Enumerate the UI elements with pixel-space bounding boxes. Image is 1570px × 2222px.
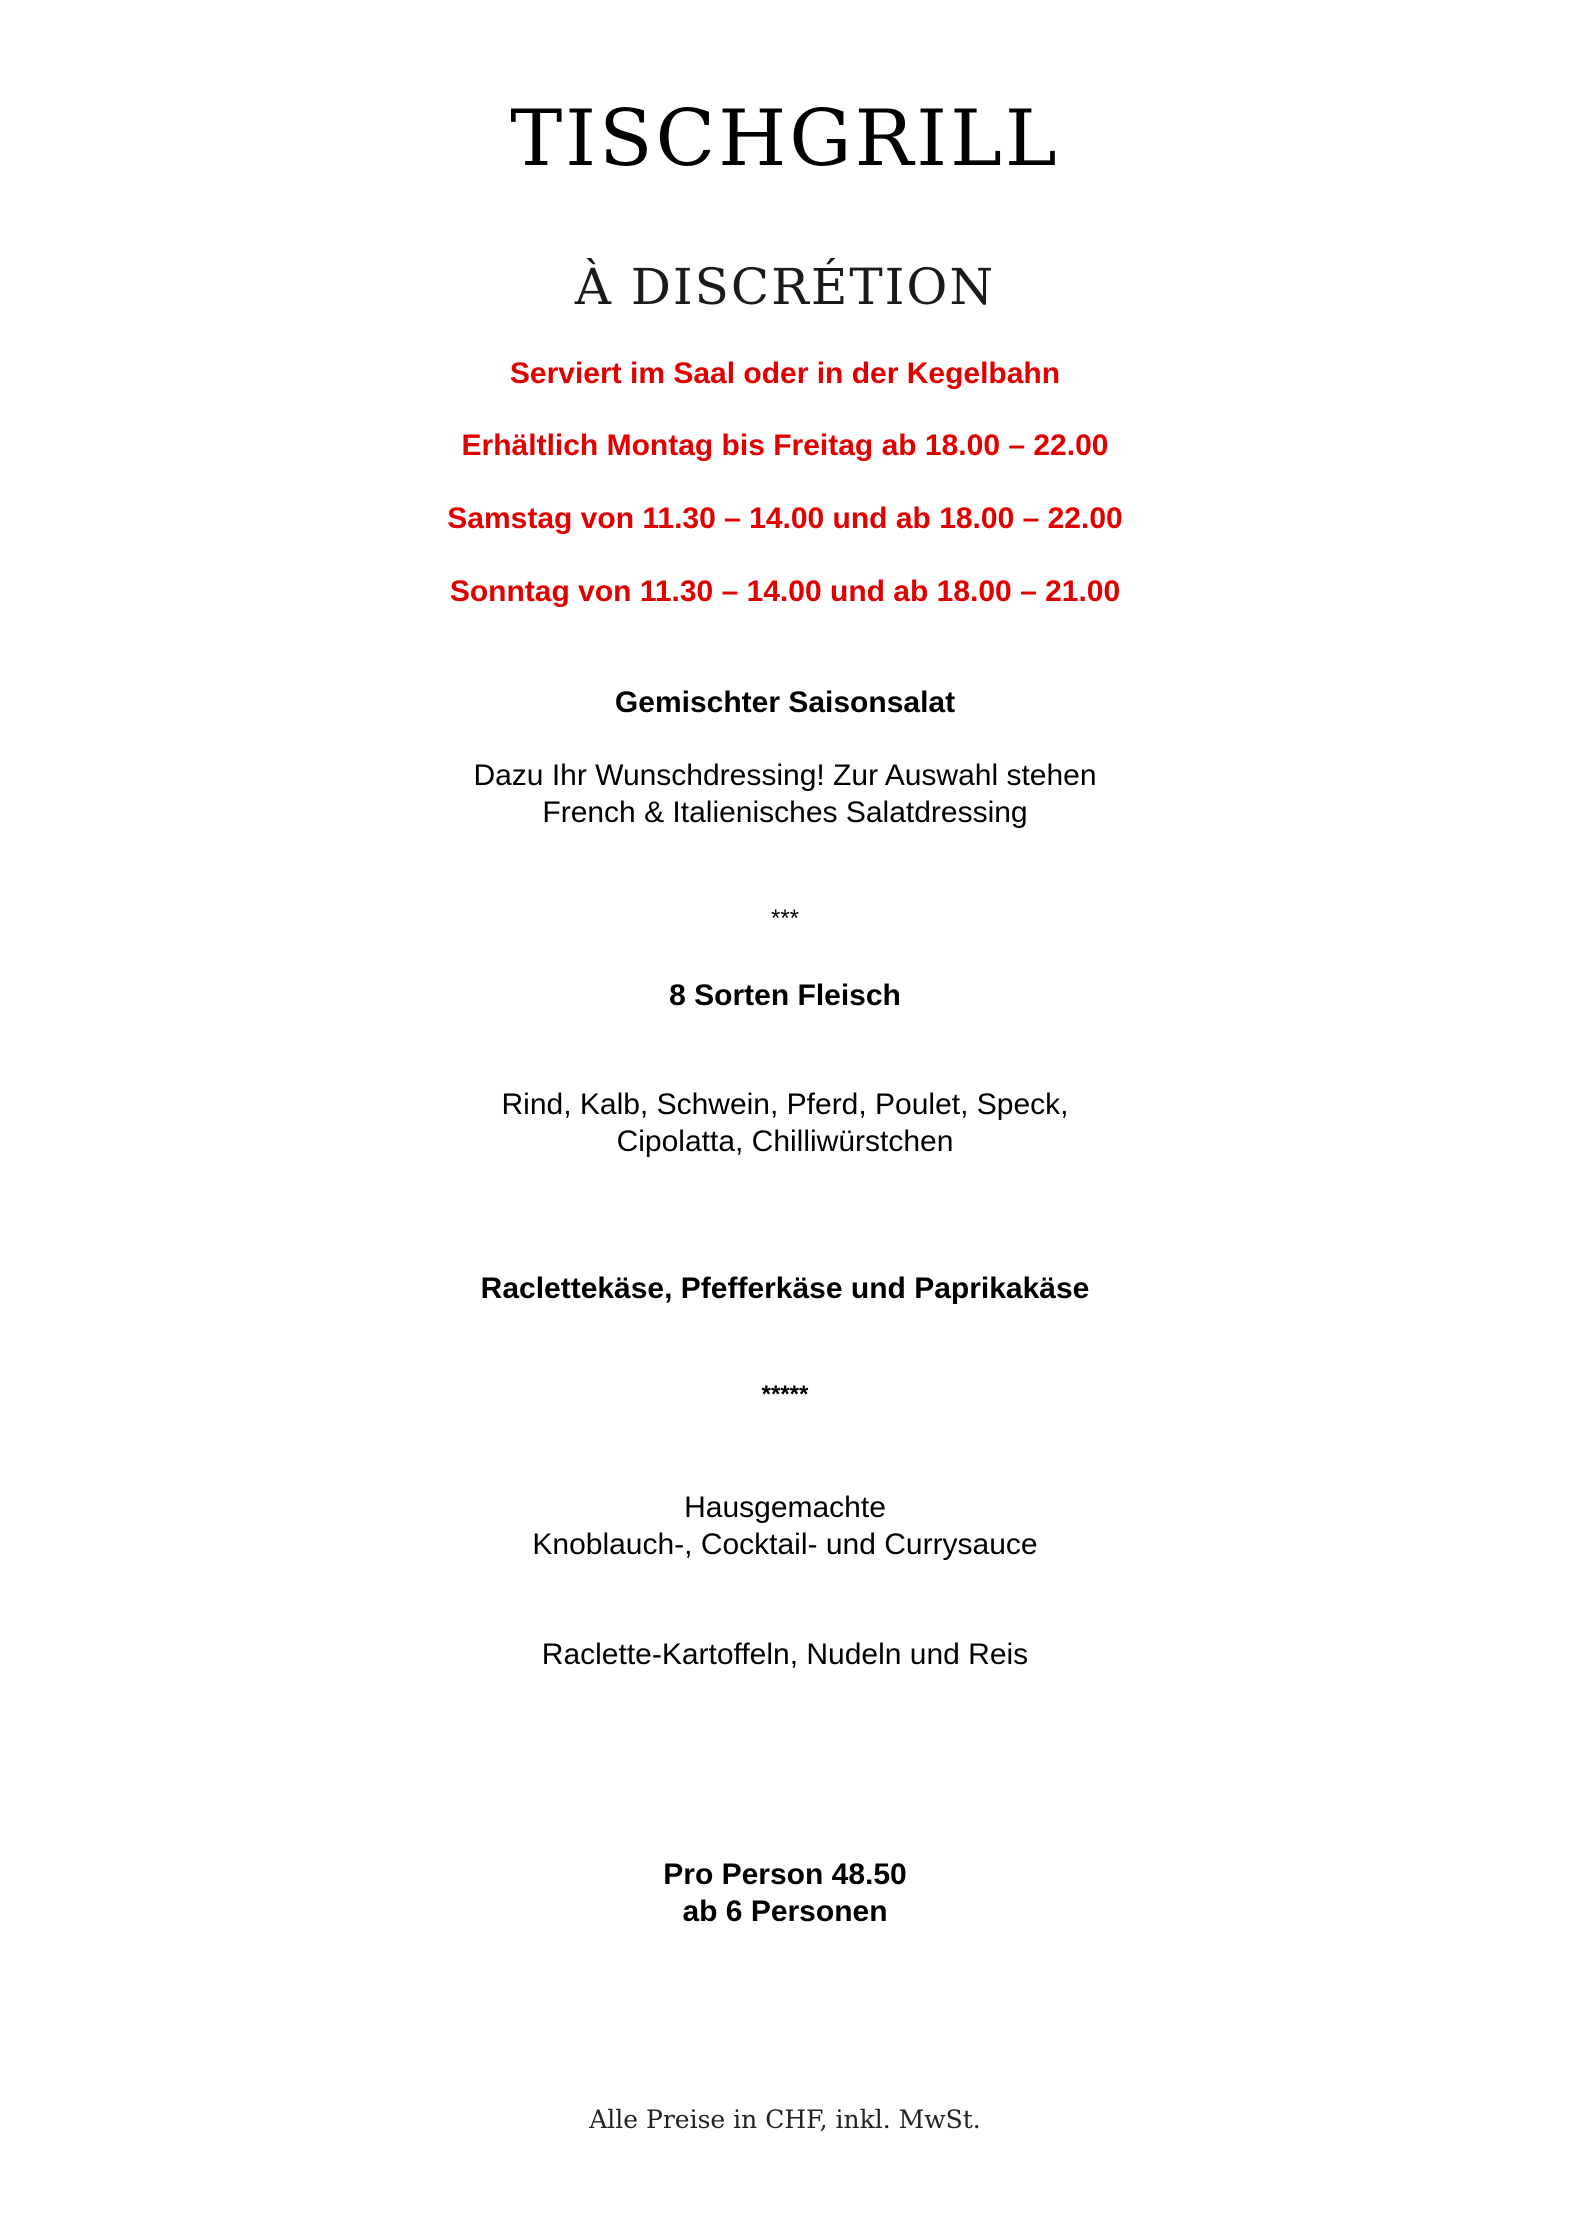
sauce-line1: Hausgemachte [684, 1491, 886, 1524]
separator-stars-2: ***** [761, 1381, 809, 1408]
sunday-hours-text: Sonntag von 11.30 – 14.00 und ab 18.00 – 21.00 [449, 575, 1121, 608]
salad-heading: Gemischter Saisonsalat [614, 686, 956, 719]
sides-text: Raclette-Kartoffeln, Nudeln und Reis [541, 1638, 1029, 1671]
weekday-hours-text: Erhältlich Montag bis Freitag ab 18.00 – 22.00 [461, 429, 1109, 462]
cheese-heading: Raclettekäse, Pfefferkäse und Paprikakäse [480, 1272, 1090, 1305]
salad-description-line1: Dazu Ihr Wunschdressing! Zur Auswahl stehen [473, 759, 1097, 792]
saturday-hours-text: Samstag von 11.30 – 14.00 und ab 18.00 – 22.00 [447, 502, 1123, 535]
service-location-text: Serviert im Saal oder in der Kegelbahn [509, 357, 1061, 390]
price-per-person: Pro Person 48.50 [663, 1858, 907, 1891]
meat-description-line2: Cipolatta, Chilliwürstchen [616, 1125, 954, 1158]
page-subtitle: À DISCRÉTION [574, 258, 996, 316]
sauce-line2: Knoblauch-, Cocktail- und Currysauce [532, 1528, 1038, 1561]
page-title: TISCHGRILL [510, 94, 1060, 184]
footer-price-note: Alle Preise in CHF, inkl. MwSt. [589, 2105, 981, 2134]
separator-stars-1: *** [770, 905, 800, 932]
meat-description-line1: Rind, Kalb, Schwein, Pferd, Poulet, Speck, [501, 1088, 1069, 1121]
meat-heading: 8 Sorten Fleisch [669, 979, 901, 1012]
minimum-persons: ab 6 Personen [682, 1895, 888, 1928]
salad-description-line2: French & Italienisches Salatdressing [542, 796, 1028, 829]
